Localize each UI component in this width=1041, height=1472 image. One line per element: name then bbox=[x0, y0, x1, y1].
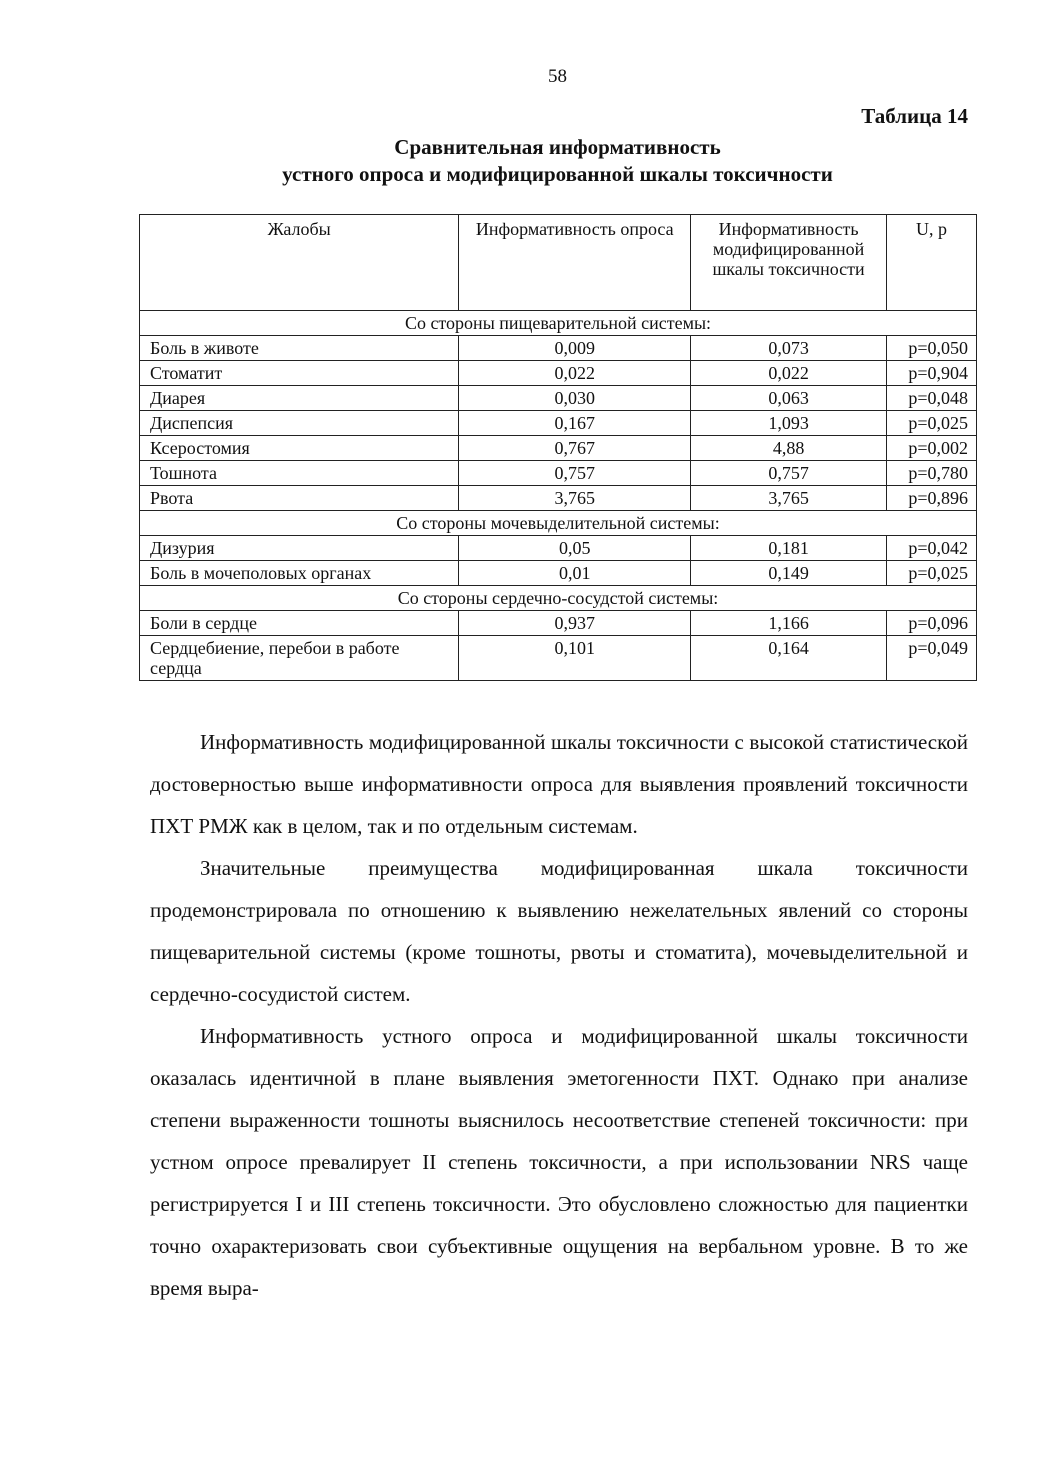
table-header-row bbox=[140, 215, 977, 311]
p-value-cell: p=0,896 bbox=[887, 486, 977, 511]
table-row bbox=[140, 386, 977, 411]
survey-value-cell: 0,030 bbox=[459, 386, 691, 411]
p-value-cell: p=0,904 bbox=[887, 361, 977, 386]
scale-value-cell: 0,164 bbox=[691, 636, 887, 681]
scale-value-cell: 0,022 bbox=[691, 361, 887, 386]
table-row bbox=[140, 611, 977, 636]
complaint-cell: Рвота bbox=[140, 486, 459, 511]
p-value-cell: p=0,050 bbox=[887, 336, 977, 361]
scale-value-cell: 1,166 bbox=[691, 611, 887, 636]
section-title: Со стороны пищеварительной системы: bbox=[140, 311, 977, 336]
p-value-cell: p=0,780 bbox=[887, 461, 977, 486]
paragraph: Значительные преимущества модифицированная шкала токсичности продемонстрировала по отношению к выявлению нежелательных явлений со стороны пищеварительной системы (кроме тошноты, рвоты и стоматита), мочевыделительной и сердечно-сосудистой систем. bbox=[150, 856, 968, 1006]
scale-value-cell: 0,181 bbox=[691, 536, 887, 561]
paragraph: Информативность устного опроса и модифицированной шкалы токсичности оказалась идентичной в плане выявления эметогенности ПХТ. Однако при анализе степени выраженности тошноты выяснилось несоответствие степеней токсичности: при устном опросе превалирует II степень токсичности, а при использовании NRS чаще регистрируется I и III степень токсичности. Это обусловлено сложностью для пациентки точно охарактеризовать свои субъективные ощущения на вербальном уровне. В то же время выра- bbox=[150, 1024, 968, 1300]
complaint-cell: Диспепсия bbox=[140, 411, 459, 436]
table-row bbox=[140, 336, 977, 361]
p-value-cell: p=0,096 bbox=[887, 611, 977, 636]
complaint-cell: Боль в мочеполовых органах bbox=[140, 561, 459, 586]
section-title: Со стороны сердечно-сосудстой системы: bbox=[140, 586, 977, 611]
complaint-cell: Дизурия bbox=[140, 536, 459, 561]
survey-value-cell: 0,167 bbox=[459, 411, 691, 436]
survey-value-cell: 0,767 bbox=[459, 436, 691, 461]
scale-value-cell: 0,073 bbox=[691, 336, 887, 361]
complaint-cell: Боль в животе bbox=[140, 336, 459, 361]
table-row bbox=[140, 361, 977, 386]
table-label: Таблица 14 bbox=[861, 104, 968, 128]
table-row bbox=[140, 486, 977, 511]
complaint-cell: Тошнота bbox=[140, 461, 459, 486]
section-title: Со стороны мочевыделительной системы: bbox=[140, 511, 977, 536]
scale-value-cell: 0,149 bbox=[691, 561, 887, 586]
survey-value-cell: 3,765 bbox=[459, 486, 691, 511]
table-row bbox=[140, 636, 977, 681]
survey-value-cell: 0,022 bbox=[459, 361, 691, 386]
complaint-cell: Диарея bbox=[140, 386, 459, 411]
p-value-cell: p=0,049 bbox=[887, 636, 977, 681]
scale-value-cell: 3,765 bbox=[691, 486, 887, 511]
table-row bbox=[140, 461, 977, 486]
survey-value-cell: 0,937 bbox=[459, 611, 691, 636]
p-value-cell: p=0,048 bbox=[887, 386, 977, 411]
scale-value-cell: 0,063 bbox=[691, 386, 887, 411]
table-row bbox=[140, 536, 977, 561]
survey-value-cell: 0,101 bbox=[459, 636, 691, 681]
complaint-cell: Боли в сердце bbox=[140, 611, 459, 636]
table-row bbox=[140, 411, 977, 436]
table-title-line-1: Сравнительная информативность bbox=[394, 135, 721, 159]
section-row bbox=[140, 511, 977, 536]
header-u-p: U, p bbox=[887, 215, 977, 311]
scale-value-cell: 4,88 bbox=[691, 436, 887, 461]
header-survey-informativeness: Информативность опроса bbox=[459, 215, 691, 311]
p-value-cell: p=0,002 bbox=[887, 436, 977, 461]
body-text bbox=[150, 721, 968, 1309]
header-scale-informativeness: Информативность модифицированной шкалы токсичности bbox=[691, 215, 887, 311]
table-title-line-2: устного опроса и модифицированной шкалы токсичности bbox=[282, 162, 833, 186]
complaint-cell: Стоматит bbox=[140, 361, 459, 386]
survey-value-cell: 0,01 bbox=[459, 561, 691, 586]
table-row bbox=[140, 561, 977, 586]
p-value-cell: p=0,025 bbox=[887, 411, 977, 436]
survey-value-cell: 0,757 bbox=[459, 461, 691, 486]
section-row bbox=[140, 586, 977, 611]
survey-value-cell: 0,05 bbox=[459, 536, 691, 561]
p-value-cell: p=0,042 bbox=[887, 536, 977, 561]
scale-value-cell: 0,757 bbox=[691, 461, 887, 486]
comparison-table bbox=[139, 214, 977, 681]
table-body bbox=[140, 311, 977, 681]
page-number: 58 bbox=[548, 66, 567, 87]
paragraph: Информативность модифицированной шкалы токсичности с высокой статистической достоверностью выше информативности опроса для выявления проявлений токсичности ПХТ РМЖ как в целом, так и по отдельным системам. bbox=[150, 730, 968, 838]
header-complaints: Жалобы bbox=[140, 215, 459, 311]
complaint-cell: Сердцебиение, перебои в работе сердца bbox=[140, 636, 459, 681]
survey-value-cell: 0,009 bbox=[459, 336, 691, 361]
table-row bbox=[140, 436, 977, 461]
p-value-cell: p=0,025 bbox=[887, 561, 977, 586]
section-row bbox=[140, 311, 977, 336]
table-title bbox=[0, 134, 1041, 188]
complaint-cell: Ксеростомия bbox=[140, 436, 459, 461]
scale-value-cell: 1,093 bbox=[691, 411, 887, 436]
